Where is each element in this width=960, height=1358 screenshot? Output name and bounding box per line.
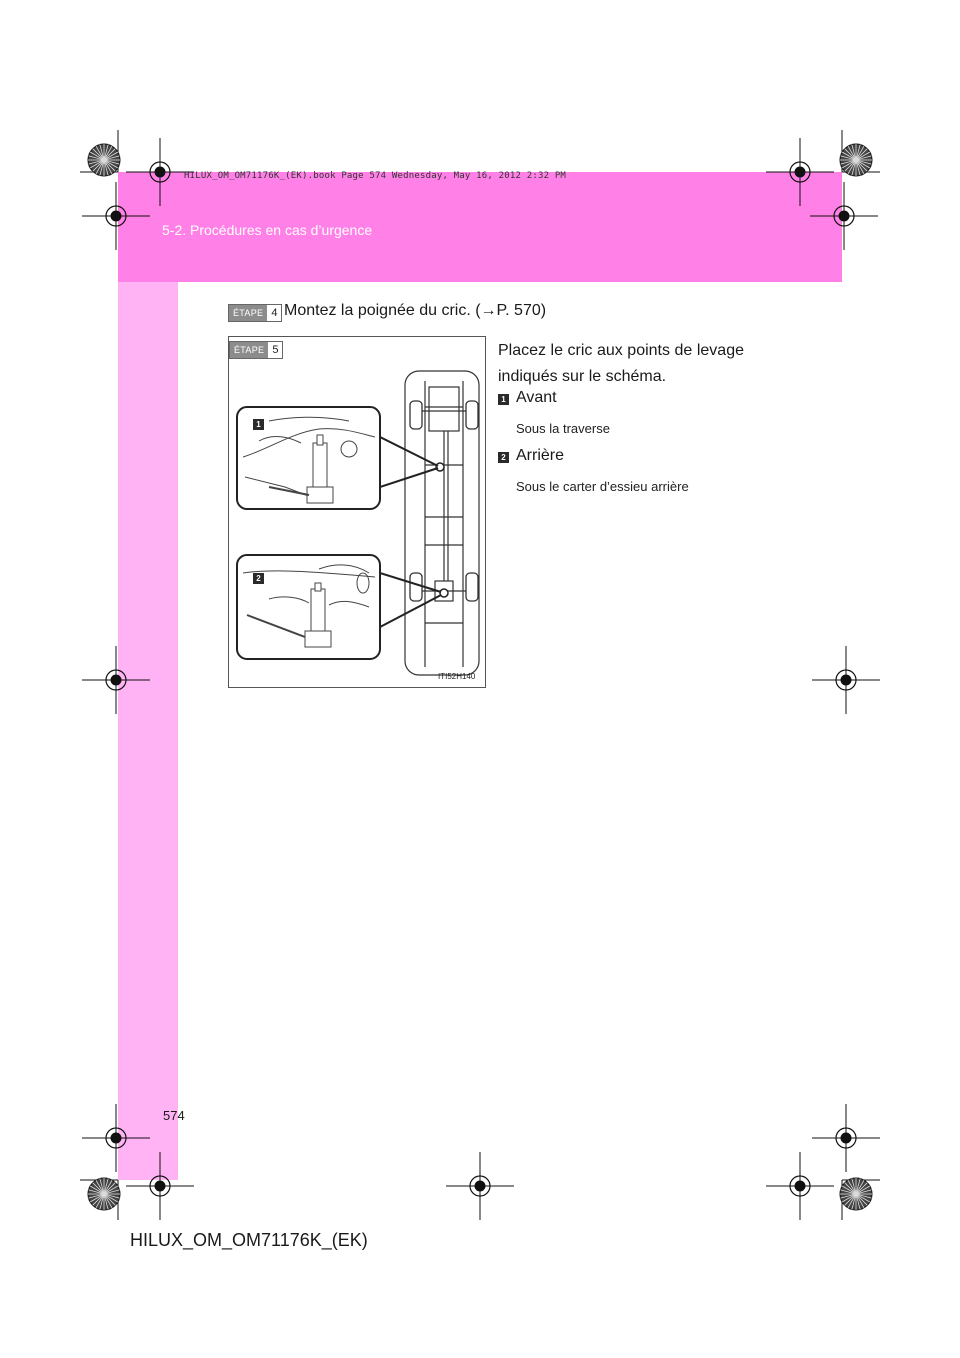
step-4-badge xyxy=(228,304,282,322)
step-label: ÉTAPE xyxy=(230,342,268,358)
item-number-1: 1 xyxy=(498,394,509,405)
print-stamp: HILUX_OM_OM71176K_(EK).book Page 574 Wednesday, May 16, 2012 2:32 PM xyxy=(184,171,567,181)
vehicle-diagram xyxy=(229,337,485,687)
section-heading: 5-2. Procédures en cas d’urgence xyxy=(162,222,373,238)
item-title-rear: Arrière xyxy=(516,447,565,464)
color-target xyxy=(88,1178,120,1210)
step-number: 4 xyxy=(271,307,278,319)
color-target xyxy=(840,144,872,176)
page-number: 574 xyxy=(163,1108,185,1123)
registration-mark xyxy=(766,1152,834,1220)
jacking-points-figure xyxy=(228,336,486,688)
margin-band xyxy=(118,172,178,1180)
figure-callout-2: 2 xyxy=(253,573,264,584)
step-5-badge xyxy=(229,341,283,359)
document-code: HILUX_OM_OM71176K_(EK) xyxy=(130,1230,368,1250)
step-label: ÉTAPE xyxy=(229,305,267,321)
item-desc-front: Sous la traverse xyxy=(516,421,610,436)
step-5-text: Placez le cric aux points de levage indiqués sur le schéma. xyxy=(498,342,744,385)
item-desc-rear: Sous le carter d’essieu arrière xyxy=(516,479,689,494)
registration-mark xyxy=(812,1104,880,1172)
item-title-front: Avant xyxy=(516,389,557,406)
front-jack-point xyxy=(436,463,444,471)
color-target xyxy=(840,1178,872,1210)
figure-callout-1: 1 xyxy=(253,419,264,430)
step-number: 5 xyxy=(272,344,279,356)
step-4-text: Montez la poignée du cric. (→P. 570) xyxy=(284,302,547,319)
color-target xyxy=(88,144,120,176)
figure-code: ITI52H140 xyxy=(438,672,476,681)
registration-mark xyxy=(812,646,880,714)
registration-mark xyxy=(446,1152,514,1220)
item-number-2: 2 xyxy=(498,452,509,463)
